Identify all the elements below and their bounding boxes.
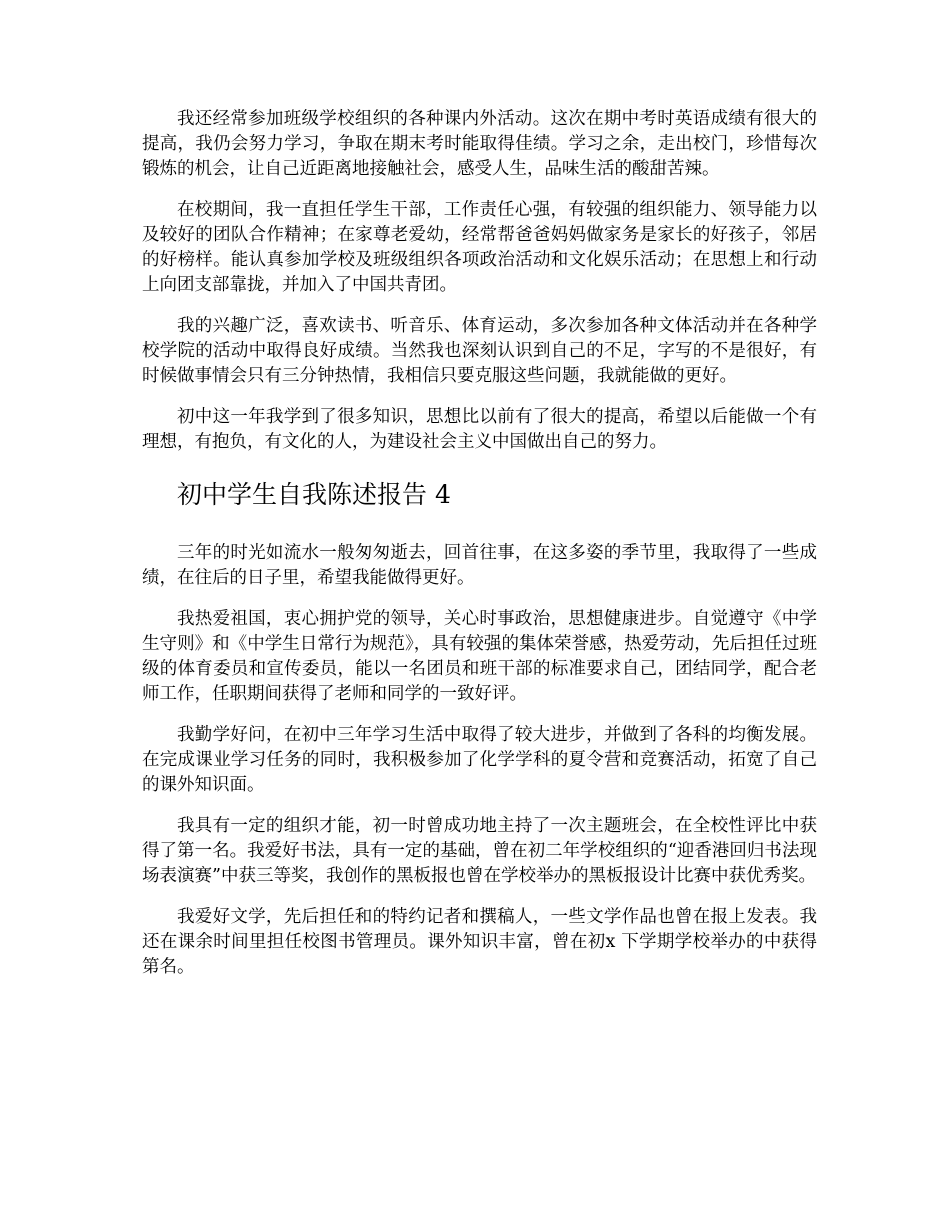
document-page (142, 107, 817, 996)
paragraph: 我具有一定的组织才能，初一时曾成功地主持了一次主题班会，在全校性评比中获得了第一名。我爱好书法，具有一定的基础，曾在初二年学校组织的“迎香港回归书法现场表演赛”中获三等奖，我创作的黑板报也曾在学校举办的黑板报设计比赛中获优秀奖。 (142, 816, 817, 886)
paragraph: 我的兴趣广泛，喜欢读书、听音乐、体育运动，多次参加各种文体活动并在各种学校学院的活动中取得良好成绩。当然我也深刻认识到自己的不足，字写的不是很好，有时候做事情会只有三分钟热情，我相信只要克服这些问题，我就能做的更好。 (142, 316, 817, 386)
section-heading: 初中学生自我陈述报告 4 (177, 480, 451, 509)
paragraph: 我爱好文学，先后担任和的特约记者和撰稿人，一些文学作品也曾在报上发表。我还在课余时间里担任校图书管理员。课外知识丰富，曾在初x 下学期学校举办的中获得第名。 (142, 907, 817, 977)
paragraph: 我热爱祖国，衷心拥护党的领导，关心时事政治，思想健康进步。自觉遵守《中学生守则》和《中学生日常行为规范》，具有较强的集体荣誉感，热爱劳动，先后担任过班级的体育委员和宣传委员，能以一名团员和班干部的标准要求自己，团结同学，配合老师工作，任职期间获得了老师和同学的一致好评。 (142, 609, 817, 704)
paragraph: 我还经常参加班级学校组织的各种课内外活动。这次在期中考时英语成绩有很大的提高，我仍会努力学习，争取在期末考时能取得佳绩。学习之余，走出校门，珍惜每次锻炼的机会，让自己近距离地接触社会，感受人生，品味生活的酸甜苦辣。 (142, 109, 817, 179)
paragraph: 初中这一年我学到了很多知识，思想比以前有了很大的提高，希望以后能做一个有理想，有抱负，有文化的人，为建设社会主义中国做出自己的努力。 (142, 407, 817, 452)
paragraph: 在校期间，我一直担任学生干部，工作责任心强，有较强的组织能力、领导能力以及较好的团队合作精神；在家尊老爱幼，经常帮爸爸妈妈做家务是家长的好孩子，邻居的好榜样。能认真参加学校及班级组织各项政治活动和文化娱乐活动；在思想上和行动上向团支部靠拢，并加入了中国共青团。 (142, 200, 817, 295)
paragraph: 我勤学好问，在初中三年学习生活中取得了较大进步，并做到了各科的均衡发展。在完成课业学习任务的同时，我积极参加了化学学科的夏令营和竞赛活动，拓宽了自己的课外知识面。 (142, 725, 817, 795)
paragraph: 三年的时光如流水一般匆匆逝去，回首往事，在这多姿的季节里，我取得了一些成绩，在往后的日子里，希望我能做得更好。 (142, 543, 817, 588)
